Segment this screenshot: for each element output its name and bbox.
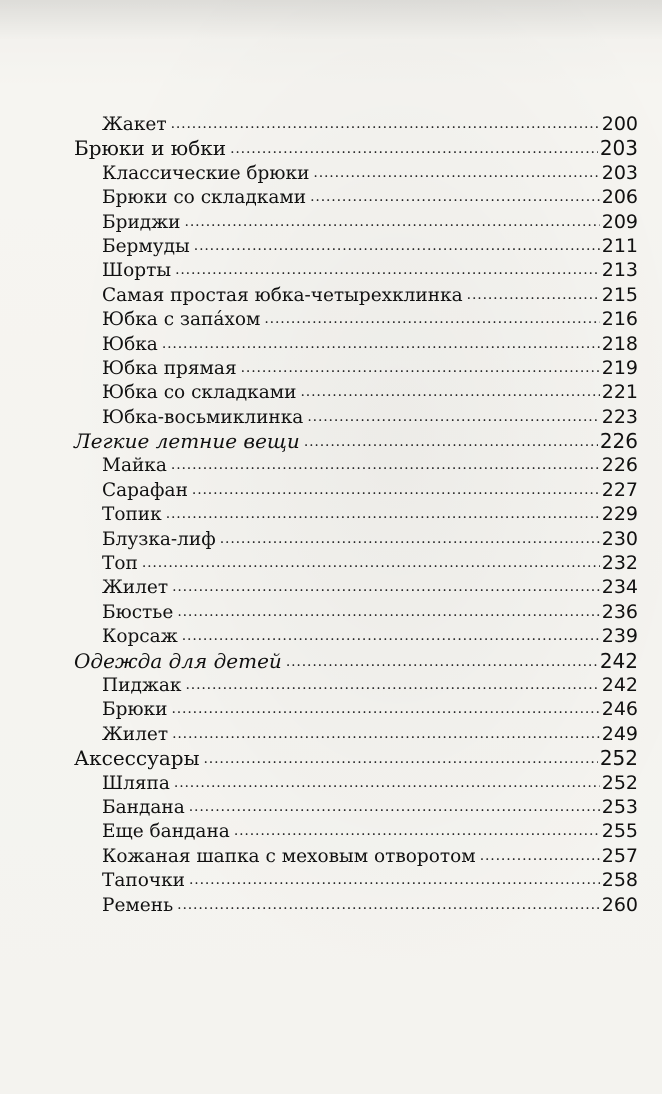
dot-leader [185, 210, 600, 234]
toc-entry-row [74, 453, 638, 477]
toc-entry-row [74, 722, 638, 746]
toc-entry-row [74, 600, 638, 624]
toc-page-number: 200 [601, 113, 638, 135]
toc-page-number: 253 [601, 795, 638, 818]
toc-entry-title: Бюстье [102, 601, 174, 623]
toc-entry-row [74, 893, 638, 917]
toc-entry-row [74, 771, 638, 795]
dot-leader [204, 747, 598, 771]
toc-page-number: 252 [599, 746, 638, 771]
toc-page-number: 239 [601, 625, 638, 648]
toc-entry-title: Тапочки [102, 870, 185, 892]
toc-entry-row [74, 795, 638, 819]
toc-entry-row [74, 819, 638, 843]
dot-leader [177, 893, 600, 917]
dot-leader [172, 722, 600, 746]
toc-entry-title: Топ [102, 553, 138, 575]
toc-page-number: 236 [601, 600, 638, 623]
toc-section-row [74, 746, 638, 770]
toc-entry-title: Юбка с запáхом [102, 309, 261, 331]
toc-page-number: 252 [601, 771, 638, 794]
toc-entry-title: Одежда для детей [74, 648, 282, 673]
dot-leader [189, 795, 600, 819]
toc-page-number: 232 [601, 552, 638, 575]
toc-entry-row [74, 624, 638, 648]
dot-leader [162, 332, 600, 356]
toc-entry-row [74, 283, 638, 307]
dot-leader [171, 697, 599, 721]
toc-entry-row [74, 673, 638, 697]
toc-page-number: 226 [599, 429, 638, 454]
dot-leader [166, 502, 600, 526]
toc-entry-title: Жакет [102, 114, 167, 135]
toc-entry-row [74, 161, 638, 185]
dot-leader [313, 161, 599, 185]
dot-leader [480, 844, 600, 868]
toc-entry-title: Майка [102, 455, 167, 477]
dot-leader [172, 575, 600, 599]
toc-page-number: 218 [601, 332, 638, 355]
page-edge-shadow [0, 0, 662, 40]
dot-leader [171, 453, 600, 477]
toc-page-number: 246 [601, 698, 638, 721]
toc-page-number: 211 [601, 234, 638, 257]
toc-entry-title: Брюки и юбки [74, 136, 227, 161]
toc-section-row [74, 136, 638, 160]
toc-page-number: 255 [601, 820, 638, 843]
toc-entry-title: Корсаж [102, 626, 178, 648]
dot-leader [185, 673, 599, 697]
dot-leader [220, 527, 600, 551]
toc-entry-title: Юбка [102, 333, 158, 355]
dot-leader [182, 624, 600, 648]
toc-page-number: 215 [601, 283, 638, 306]
toc-page-number: 203 [599, 136, 638, 161]
toc-page-number: 209 [601, 210, 638, 233]
toc-entry-row [74, 185, 638, 209]
toc-page-number: 221 [601, 381, 638, 404]
toc-entry-title: Жилет [102, 723, 169, 745]
toc-page-number: 230 [601, 527, 638, 550]
toc-entry-title: Бандана [102, 796, 185, 818]
toc-page-number: 223 [601, 405, 638, 428]
toc-entry-title: Легкие летние вещи [74, 429, 300, 454]
toc-entry-title: Сарафан [102, 479, 188, 501]
toc-page-number: 260 [601, 893, 638, 916]
toc-entry-title: Аксессуары [74, 746, 200, 771]
dot-leader [307, 405, 599, 429]
toc-page-number: 213 [601, 259, 638, 282]
toc-entry-row [74, 502, 638, 526]
toc-entry-title: Классические брюки [102, 162, 310, 184]
toc-entry-title: Топик [102, 504, 162, 526]
toc-page-number: 226 [601, 454, 638, 477]
dot-leader [467, 283, 600, 307]
dot-leader [300, 380, 599, 404]
toc-entry-row [74, 551, 638, 575]
toc-page-number: 227 [601, 478, 638, 501]
toc-page-number: 219 [601, 356, 638, 379]
dot-leader [175, 258, 600, 282]
toc-entry-title: Брюки со складками [102, 187, 307, 209]
dot-leader [230, 137, 598, 161]
toc-page-number: 242 [599, 648, 638, 673]
toc-page-number: 249 [601, 722, 638, 745]
dot-leader [310, 185, 600, 209]
toc-entry-title: Ремень [102, 894, 174, 916]
toc-entry-row [74, 697, 638, 721]
toc-entry-title: Жилет [102, 577, 169, 599]
toc-entry-row [74, 307, 638, 331]
toc-entry-row [74, 258, 638, 282]
toc-page-number: 229 [601, 503, 638, 526]
toc-entry-title: Шляпа [102, 772, 170, 794]
table-of-contents [74, 112, 638, 917]
toc-entry-title: Юбка прямая [102, 357, 237, 379]
toc-entry-row [74, 112, 638, 136]
toc-section-row [74, 429, 638, 453]
dot-leader [286, 650, 598, 674]
toc-entry-title: Пиджак [102, 674, 182, 696]
dot-leader [142, 551, 600, 575]
toc-entry-row [74, 478, 638, 502]
toc-entry-title: Бермуды [102, 235, 190, 257]
toc-entry-title: Еще бандана [102, 821, 230, 843]
toc-entry-row [74, 405, 638, 429]
toc-entry-row [74, 527, 638, 551]
dot-leader [234, 819, 600, 843]
toc-entry-row [74, 210, 638, 234]
dot-leader [189, 868, 600, 892]
toc-entry-title: Юбка со складками [102, 382, 297, 404]
toc-entry-row [74, 844, 638, 868]
dot-leader [264, 307, 599, 331]
dot-leader [192, 478, 600, 502]
toc-page-number: 234 [601, 576, 638, 599]
toc-page-number: 206 [601, 186, 638, 209]
toc-entry-row [74, 356, 638, 380]
dot-leader [194, 234, 600, 258]
toc-entry-title: Кожаная шапка с меховым отворотом [102, 845, 476, 867]
toc-page-number: 203 [601, 161, 638, 184]
toc-entry-row [74, 380, 638, 404]
toc-entry-row [74, 332, 638, 356]
dot-leader [171, 112, 600, 136]
dot-leader [241, 356, 600, 380]
toc-entry-row [74, 868, 638, 892]
toc-entry-row [74, 234, 638, 258]
dot-leader [174, 771, 600, 795]
toc-entry-title: Юбка-восьмиклинка [102, 406, 304, 428]
toc-entry-title: Блузка-лиф [102, 528, 216, 550]
dot-leader [177, 600, 599, 624]
toc-entry-title: Самая простая юбка-четырехклинка [102, 284, 463, 306]
toc-page-number: 216 [601, 308, 638, 331]
toc-page-number: 258 [601, 869, 638, 892]
dot-leader [304, 430, 598, 454]
toc-entry-title: Шорты [102, 260, 172, 282]
toc-page-number: 242 [601, 673, 638, 696]
toc-entry-title: Бриджи [102, 211, 181, 233]
toc-page-number: 257 [601, 844, 638, 867]
toc-entry-title: Брюки [102, 699, 168, 721]
toc-entry-row [74, 575, 638, 599]
toc-section-row [74, 649, 638, 673]
